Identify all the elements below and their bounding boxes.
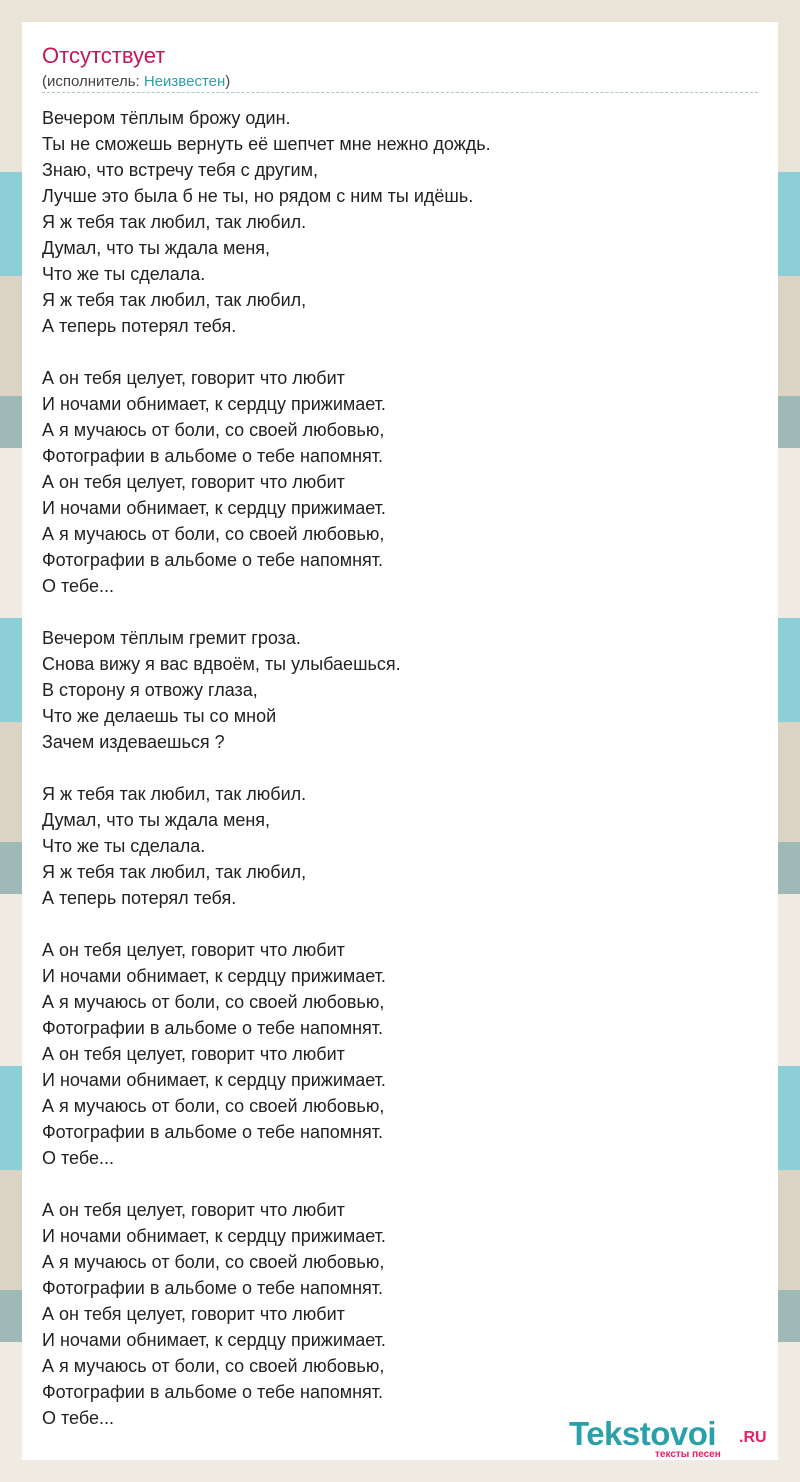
lyric-line: Фотографии в альбоме о тебе напомнят.: [42, 446, 384, 466]
lyric-line: А он тебя целует, говорит что любит: [42, 472, 345, 492]
logo-tagline: тексты песен: [655, 1449, 721, 1460]
stanza-break: [42, 1171, 491, 1197]
lyric-line: О тебе...: [42, 576, 114, 596]
lyric-line: Зачем издеваешься ?: [42, 732, 225, 752]
lyric-line: Я ж тебя так любил, так любил.: [42, 784, 307, 804]
lyric-line: А я мучаюсь от боли, со своей любовью,: [42, 1252, 385, 1272]
lyrics-card: [22, 22, 778, 1460]
lyric-line: А он тебя целует, говорит что любит: [42, 1044, 345, 1064]
lyric-line: О тебе...: [42, 1408, 114, 1428]
lyric-line: А он тебя целует, говорит что любит: [42, 940, 345, 960]
lyric-line: Вечером тёплым гремит гроза.: [42, 628, 301, 648]
lyric-line: Думал, что ты ждала меня,: [42, 810, 271, 830]
lyric-line: Фотографии в альбоме о тебе напомнят.: [42, 1018, 384, 1038]
lyric-line: И ночами обнимает, к сердцу прижимает.: [42, 1330, 386, 1350]
lyric-line: Фотографии в альбоме о тебе напомнят.: [42, 1122, 384, 1142]
lyrics-text: [42, 105, 491, 1431]
lyric-line: А он тебя целует, говорит что любит: [42, 1304, 345, 1324]
lyric-line: Что же ты сделала.: [42, 264, 206, 284]
artist-suffix: ): [225, 73, 231, 90]
stanza-break: [42, 339, 491, 365]
stanza-break: [42, 911, 491, 937]
lyric-line: А он тебя целует, говорит что любит: [42, 1200, 345, 1220]
lyric-line: О тебе...: [42, 1148, 114, 1168]
site-logo[interactable]: [569, 1414, 774, 1464]
lyric-line: А он тебя целует, говорит что любит: [42, 368, 345, 388]
artist-prefix: (исполнитель:: [42, 73, 144, 90]
lyric-line: Ты не сможешь вернуть её шепчет мне нежно дождь.: [42, 134, 491, 154]
lyric-line: И ночами обнимает, к сердцу прижимает.: [42, 1226, 386, 1246]
header-divider: [42, 92, 758, 93]
lyric-line: Думал, что ты ждала меня,: [42, 238, 271, 258]
lyric-line: Я ж тебя так любил, так любил,: [42, 862, 307, 882]
lyric-line: Что же делаешь ты со мной: [42, 706, 277, 726]
lyric-line: Фотографии в альбоме о тебе напомнят.: [42, 550, 384, 570]
lyric-line: Лучше это была б не ты, но рядом с ним ты идёшь.: [42, 186, 474, 206]
lyric-line: И ночами обнимает, к сердцу прижимает.: [42, 1070, 386, 1090]
lyric-line: Вечером тёплым брожу один.: [42, 108, 291, 128]
lyric-line: Фотографии в альбоме о тебе напомнят.: [42, 1382, 384, 1402]
lyric-line: И ночами обнимает, к сердцу прижимает.: [42, 966, 386, 986]
logo-wordmark: Tekstovoi: [569, 1415, 717, 1452]
artist-line: [42, 72, 230, 92]
lyric-line: А я мучаюсь от боли, со своей любовью,: [42, 992, 385, 1012]
song-title: Отсутствует: [42, 43, 166, 68]
lyric-line: А я мучаюсь от боли, со своей любовью,: [42, 1096, 385, 1116]
artist-link[interactable]: Неизвестен: [143, 73, 226, 90]
lyric-line: Снова вижу я вас вдвоём, ты улыбаешься.: [42, 654, 401, 674]
lyric-line: А я мучаюсь от боли, со своей любовью,: [42, 420, 385, 440]
lyric-line: Знаю, что встречу тебя с другим,: [42, 160, 318, 180]
lyric-line: И ночами обнимает, к сердцу прижимает.: [42, 498, 386, 518]
lyric-line: Я ж тебя так любил, так любил.: [42, 212, 307, 232]
lyric-line: А я мучаюсь от боли, со своей любовью,: [42, 524, 385, 544]
lyric-line: И ночами обнимает, к сердцу прижимает.: [42, 394, 386, 414]
lyric-line: А я мучаюсь от боли, со своей любовью,: [42, 1356, 385, 1376]
lyric-line: Что же ты сделала.: [42, 836, 206, 856]
lyric-line: В сторону я отвожу глаза,: [42, 680, 258, 700]
lyric-line: Я ж тебя так любил, так любил,: [42, 290, 307, 310]
stanza-break: [42, 599, 491, 625]
lyric-line: Фотографии в альбоме о тебе напомнят.: [42, 1278, 384, 1298]
logo-domain: .RU: [739, 1429, 767, 1446]
stanza-break: [42, 755, 491, 781]
lyric-line: А теперь потерял тебя.: [42, 888, 237, 908]
lyric-line: А теперь потерял тебя.: [42, 316, 237, 336]
